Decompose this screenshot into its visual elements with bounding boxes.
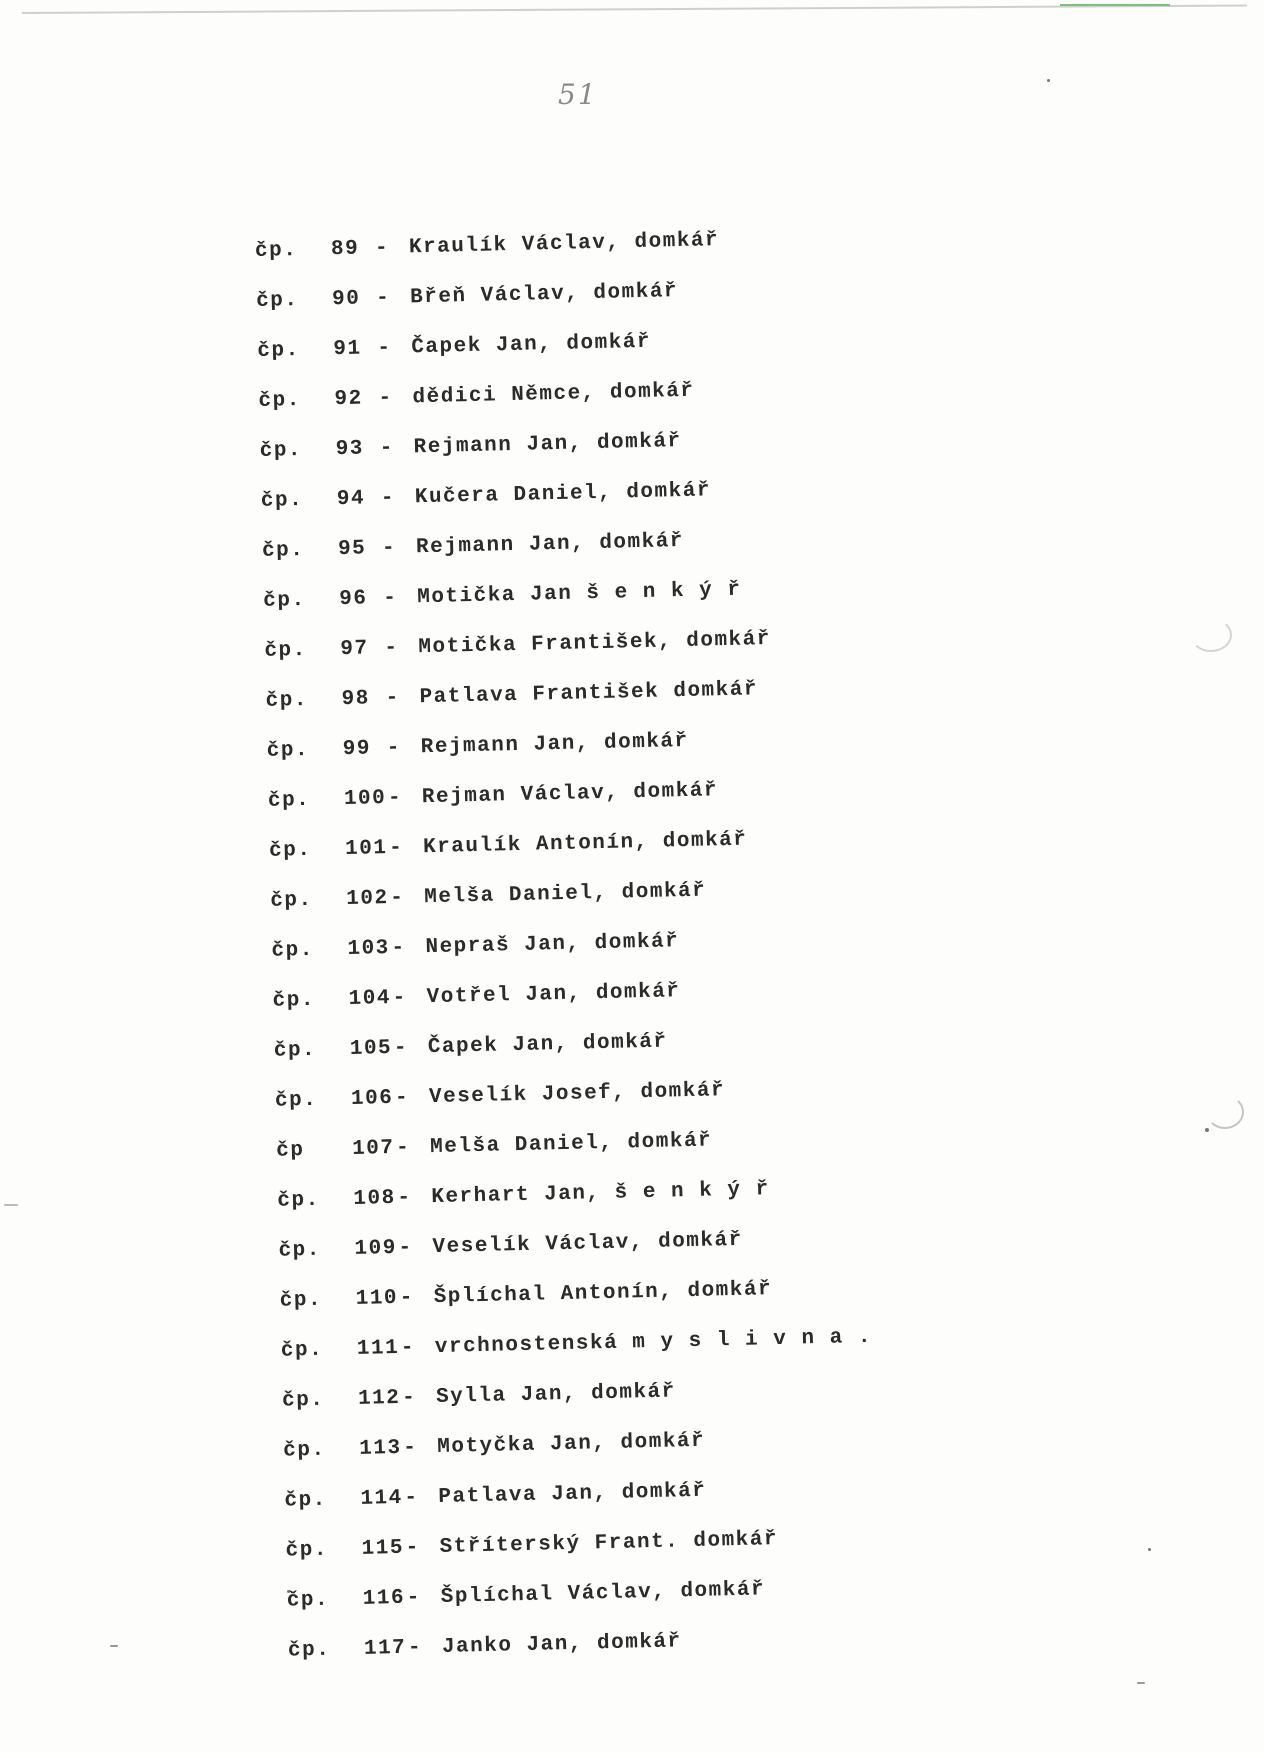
- list-item: [284, 1480, 707, 1530]
- separator-dash: -: [405, 1536, 421, 1560]
- house-prefix: čp.: [278, 1238, 322, 1263]
- owner-text: Šplíchal Antonín, domkář: [433, 1278, 773, 1310]
- house-prefix: čp.: [270, 888, 313, 913]
- house-prefix: čp.: [286, 1588, 330, 1613]
- house-prefix: čp.: [277, 1188, 320, 1213]
- house-prefix: čp.: [280, 1338, 324, 1363]
- house-prefix: čp.: [285, 1538, 329, 1563]
- list-item: [278, 1229, 743, 1280]
- house-number: 103: [347, 937, 391, 962]
- owner-text: Patlava František domkář: [419, 678, 759, 710]
- owner-text: Motička František, domkář: [418, 627, 772, 660]
- house-prefix: čp.: [266, 738, 310, 763]
- house-prefix: čp.: [258, 388, 302, 413]
- list-item: [277, 1178, 770, 1230]
- house-number: 107: [351, 1136, 395, 1161]
- house-number: 95: [337, 537, 367, 562]
- house-number: 104: [348, 987, 392, 1011]
- paper-speck: [4, 1204, 18, 1206]
- list-item: [259, 430, 682, 480]
- house-number: 114: [360, 1486, 404, 1511]
- list-item: [280, 1278, 773, 1330]
- list-item: [282, 1380, 677, 1429]
- separator-dash: -: [392, 986, 408, 1010]
- owner-text: Rejmann Jan, domkář: [415, 529, 685, 560]
- owner-text: Nepraš Jan, domkář: [425, 930, 680, 960]
- list-item: [264, 628, 771, 680]
- house-number: 111: [356, 1336, 400, 1361]
- owner-text: Melša Daniel, domkář: [429, 1129, 713, 1160]
- separator-dash: -: [380, 486, 396, 511]
- house-number: 101: [344, 837, 388, 862]
- house-prefix: čp.: [281, 1388, 325, 1413]
- separator-dash: -: [386, 736, 402, 761]
- house-prefix: čp.: [260, 488, 304, 513]
- owner-text: Rejman Václav, domkář: [421, 779, 719, 810]
- separator-dash: -: [382, 586, 398, 611]
- separator-dash: -: [377, 336, 392, 361]
- owner-text: Veselík Josef, domkář: [428, 1079, 726, 1110]
- list-item: [263, 579, 742, 630]
- separator-dash: -: [378, 386, 393, 411]
- house-prefix: čp.: [265, 688, 309, 713]
- owner-text: Rejmann Jan, domkář: [420, 729, 689, 760]
- list-item: [281, 1326, 873, 1380]
- owner-text: Čapek Jan, domkář: [411, 330, 652, 360]
- list-item: [288, 1630, 683, 1679]
- owner-text: dědici Němce, domkář: [412, 379, 695, 410]
- separator-dash: -: [401, 1386, 417, 1410]
- house-number: 98: [341, 687, 371, 712]
- house-number: 109: [354, 1236, 398, 1261]
- separator-dash: -: [385, 686, 400, 711]
- separator-dash: -: [381, 536, 397, 561]
- owner-text: Melša Daniel, domkář: [424, 879, 707, 910]
- house-prefix: čp.: [284, 1488, 328, 1513]
- house-number: 102: [346, 887, 389, 912]
- house-number: 115: [361, 1536, 405, 1561]
- house-prefix: čp.: [273, 1038, 317, 1063]
- house-number: 105: [349, 1036, 393, 1061]
- owner-text: Břeň Václav, domkář: [409, 280, 679, 310]
- house-number: 116: [362, 1586, 406, 1611]
- house-prefix: čp.: [283, 1438, 326, 1463]
- owner-text: Veselík Václav, domkář: [432, 1228, 743, 1260]
- house-prefix: čp.: [279, 1288, 323, 1313]
- separator-dash: -: [400, 1336, 416, 1360]
- separator-dash: -: [399, 1286, 415, 1310]
- house-number: 99: [342, 737, 372, 762]
- owner-text: Motička Jan š e n k ý ř: [416, 578, 742, 610]
- house-prefix: čp.: [257, 338, 300, 363]
- list-item: [270, 880, 707, 930]
- house-number: 106: [350, 1086, 394, 1111]
- separator-dash: -: [375, 286, 391, 311]
- separator-dash: -: [384, 636, 399, 661]
- separator-dash: -: [388, 836, 404, 861]
- owner-text: Kraulík Antonín, domkář: [422, 828, 748, 860]
- owner-text: Janko Jan, domkář: [441, 1630, 682, 1659]
- list-item: [276, 1129, 713, 1179]
- house-prefix: čp.: [254, 239, 298, 263]
- separator-dash: -: [404, 1486, 419, 1510]
- house-prefix: čp.: [263, 588, 306, 613]
- separator-dash: -: [393, 1036, 409, 1060]
- house-number: 97: [340, 637, 369, 662]
- list-item: [265, 678, 758, 730]
- house-number: 108: [353, 1186, 396, 1211]
- separator-dash: -: [406, 1586, 422, 1610]
- owner-text: vrchnostenská m y s l i v n a .: [434, 1325, 873, 1360]
- house-number: 112: [357, 1386, 401, 1411]
- list-item: [269, 829, 748, 880]
- house-number: 94: [336, 487, 366, 512]
- separator-dash: -: [390, 886, 405, 910]
- list-item: [267, 730, 690, 780]
- list-item: [283, 1430, 706, 1480]
- house-number: 93: [335, 437, 365, 462]
- house-number: 100: [343, 787, 387, 812]
- separator-dash: -: [407, 1636, 423, 1660]
- house-number: 92: [334, 387, 364, 412]
- list-item: [274, 1031, 669, 1080]
- house-number: 90: [331, 287, 361, 312]
- house-number: 113: [359, 1436, 402, 1461]
- separator-dash: -: [374, 236, 390, 261]
- separator-dash: -: [403, 1436, 418, 1460]
- list-item: [275, 1079, 726, 1130]
- separator-dash: -: [379, 436, 395, 461]
- house-prefix: čp.: [268, 838, 312, 863]
- list-item: [271, 930, 680, 980]
- owner-text: Patlava Jan, domkář: [438, 1479, 707, 1510]
- separator-dash: -: [397, 1186, 412, 1210]
- list-item: [272, 980, 681, 1030]
- house-prefix: čp.: [271, 938, 315, 963]
- list-item: [256, 280, 679, 330]
- owner-text: Rejmann Jan, domkář: [413, 430, 682, 460]
- owner-text: Stříterský Frant. domkář: [439, 1528, 779, 1560]
- house-prefix: čp.: [272, 988, 316, 1013]
- separator-dash: -: [398, 1236, 413, 1260]
- owner-text: Kučera Daniel, domkář: [414, 479, 712, 510]
- owner-text: Sylla Jan, domkář: [435, 1380, 677, 1410]
- owner-text: Šplíchal Václav, domkář: [440, 1578, 766, 1609]
- house-number: 96: [338, 587, 368, 612]
- list-item: [261, 479, 712, 530]
- owner-text: Votřel Jan, domkář: [426, 980, 681, 1010]
- house-prefix: čp: [275, 1139, 305, 1163]
- separator-dash: -: [394, 1086, 410, 1110]
- list-item: [285, 1528, 778, 1580]
- separator-dash: -: [391, 936, 406, 960]
- house-prefix: čp.: [287, 1638, 331, 1663]
- house-prefix: čp.: [259, 438, 303, 463]
- list-item: [258, 380, 695, 430]
- owner-text: Kerhart Jan, š e n k ý ř: [431, 1178, 771, 1210]
- house-number: 91: [333, 337, 362, 362]
- list-item: [255, 229, 720, 280]
- separator-dash: -: [395, 1136, 411, 1160]
- list-item: [287, 1578, 766, 1629]
- owner-text: Motyčka Jan, domkář: [436, 1429, 706, 1460]
- house-prefix: čp.: [261, 538, 305, 563]
- list-item: [268, 779, 719, 830]
- owner-text: Kraulík Václav, domkář: [408, 229, 720, 260]
- house-prefix: čp.: [264, 638, 308, 663]
- separator-dash: -: [387, 786, 403, 811]
- house-prefix: čp.: [267, 788, 311, 813]
- house-number: 110: [355, 1286, 399, 1311]
- house-number: 117: [363, 1636, 407, 1661]
- house-prefix: čp.: [255, 288, 299, 313]
- house-number: 89: [330, 237, 360, 262]
- list-item: [257, 331, 652, 380]
- owner-text: Čapek Jan, domkář: [427, 1030, 668, 1060]
- house-prefix: čp.: [274, 1088, 318, 1113]
- page-number: 51: [558, 78, 598, 111]
- list-item: [262, 530, 685, 580]
